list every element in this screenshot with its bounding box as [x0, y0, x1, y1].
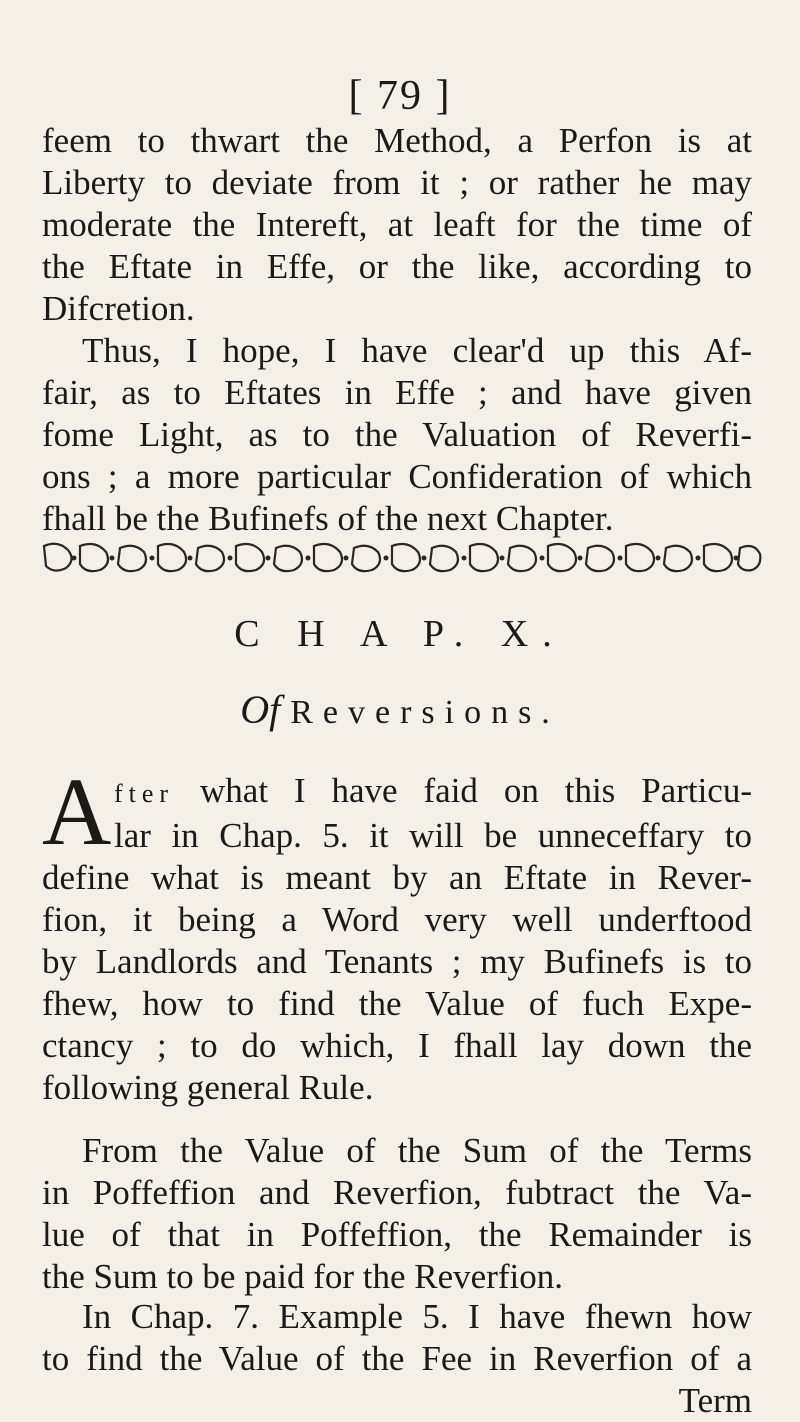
- paragraph-4: [42, 1130, 752, 1298]
- first-word-rest: fter: [114, 779, 175, 808]
- text-line: Liberty to deviate from it ; or rather he may: [42, 163, 752, 202]
- text-line: the Eftate in Effe, or the like, according to: [42, 247, 752, 286]
- page-number: [ 79 ]: [348, 73, 452, 119]
- text-line: fair, as to Eftates in Effe ; and have given: [42, 373, 752, 412]
- text-line: in Poffeffion and Reverfion, fubtract the Va-: [42, 1173, 752, 1212]
- chapter-title: C H A P. X.: [234, 613, 566, 655]
- text-line: ons ; a more particular Confideration of which: [42, 457, 752, 496]
- paragraph-2: [42, 330, 752, 540]
- text-line: fhall be the Bufinefs of the next Chapter.: [42, 499, 614, 538]
- text-line: ctancy ; to do which, I fhall lay down the: [42, 1026, 752, 1065]
- text-line: Thus, I hope, I have clear'd up this Af-: [82, 331, 752, 370]
- paragraph-5: [42, 1296, 752, 1422]
- chapter-subtitle-of: Of: [240, 687, 281, 732]
- chapter-subtitle-rest: Reversions.: [290, 694, 560, 731]
- text-line: moderate the Intereft, at leaft for the time of: [42, 205, 752, 244]
- text-line: fhew, how to find the Value of fuch Expe-: [42, 984, 752, 1023]
- text-line-rest: what I have faid on this Particu-: [200, 771, 753, 810]
- ornament-border: [40, 540, 765, 576]
- drop-cap: A: [42, 758, 112, 865]
- text-line: to find the Value of the Fee in Reverfion of a: [42, 1339, 752, 1378]
- text-line: lue of that in Poffeffion, the Remainder is: [42, 1215, 752, 1254]
- text-line: From the Value of the Sum of the Terms: [82, 1131, 752, 1170]
- catchword: Term: [678, 1381, 752, 1420]
- chapter-subtitle: [0, 686, 800, 733]
- text-line: the Sum to be paid for the Reverfion.: [42, 1257, 563, 1296]
- text-line: by Landlords and Tenants ; my Bufinefs is to: [42, 942, 752, 981]
- text-line: Difcretion.: [42, 289, 195, 328]
- paragraph-3: [42, 758, 753, 1109]
- text-line: lar in Chap. 5. it will be unneceffary to: [114, 816, 752, 855]
- text-line: following general Rule.: [42, 1068, 374, 1107]
- text-line: In Chap. 7. Example 5. I have fhewn how: [82, 1297, 752, 1336]
- text-line: fion, it being a Word very well underftood: [42, 900, 752, 939]
- text-line: define what is meant by an Eftate in Rever-: [42, 858, 752, 897]
- text-line: [42, 770, 752, 815]
- text-line: fome Light, as to the Valuation of Reverfi-: [42, 415, 752, 454]
- paragraph-1: [42, 120, 752, 330]
- text-line: feem to thwart the Method, a Perfon is at: [42, 121, 752, 160]
